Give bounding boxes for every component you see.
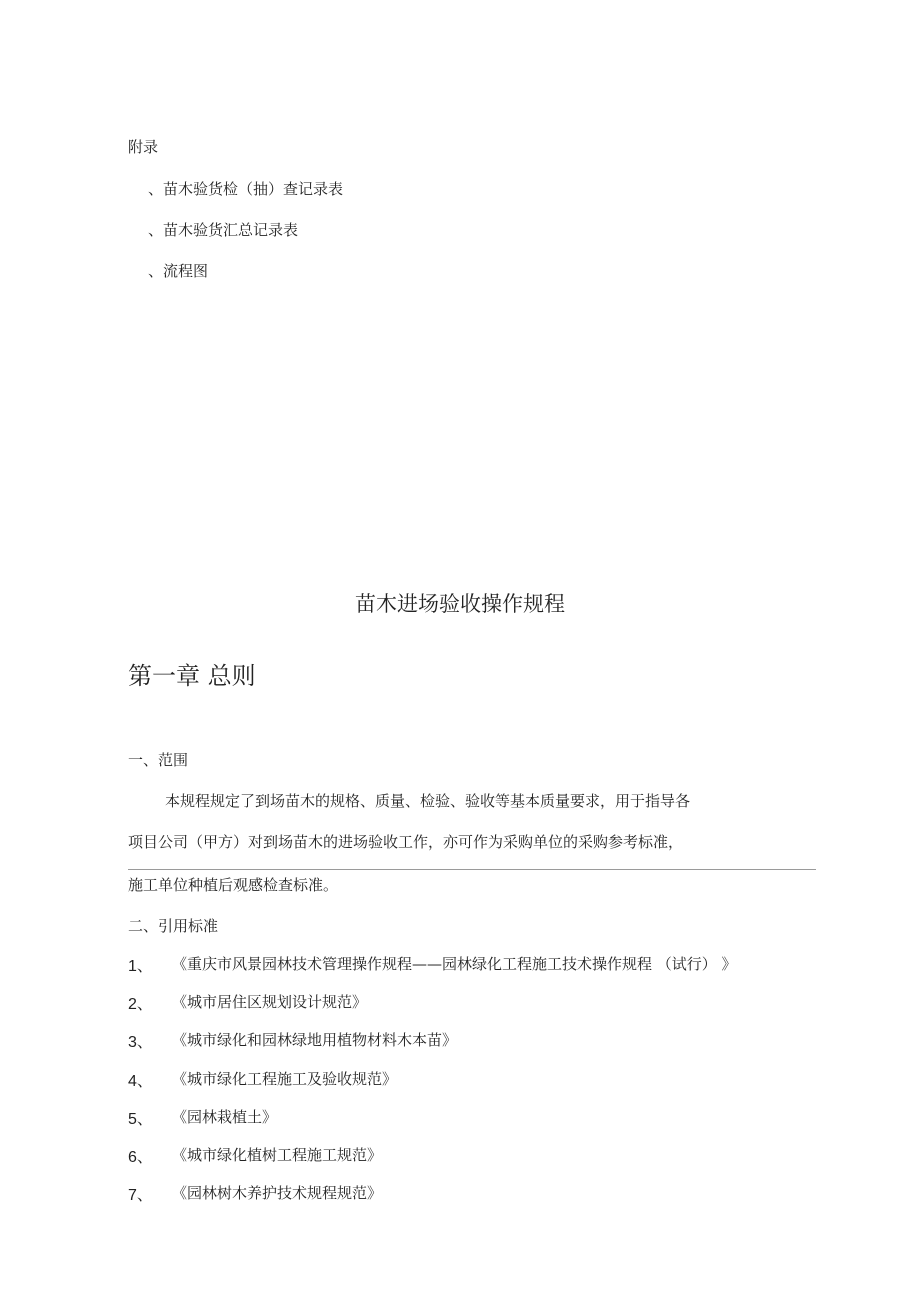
reference-title: 《园林树木养护技术规程规范》 xyxy=(172,1184,383,1202)
document-title: 苗木进场验收操作规程 xyxy=(355,592,565,616)
section-heading-references: 二、引用标准 xyxy=(128,917,219,935)
reference-title: 《城市绿化和园林绿地用植物材料木本苗》 xyxy=(172,1031,458,1049)
reference-number: 7、 xyxy=(128,1187,153,1204)
reference-number: 2、 xyxy=(128,996,153,1013)
appendix-item: 、流程图 xyxy=(148,262,209,280)
appendix-item: 、苗木验货检（抽）查记录表 xyxy=(148,180,344,198)
scope-paragraph-line-3: 施工单位种植后观感检查标准。 xyxy=(128,876,339,894)
reference-number: 5、 xyxy=(128,1111,153,1128)
reference-title: 《园林栽植土》 xyxy=(172,1108,278,1126)
appendix-title: 附录 xyxy=(128,138,159,156)
reference-number: 3、 xyxy=(128,1034,153,1051)
scope-paragraph-line-1: 本规程规定了到场苗木的规格、质量、检验、验收等基本质量要求，用于指导各 xyxy=(165,792,691,810)
scope-paragraph-line-2: 项目公司（甲方）对到场苗木的进场验收工作，亦可作为采购单位的采购参考标准， xyxy=(128,833,684,851)
section-heading-scope: 一、范围 xyxy=(128,751,189,769)
reference-title: 《城市居住区规划设计规范》 xyxy=(172,993,368,1011)
divider-line xyxy=(128,869,816,870)
reference-number: 4、 xyxy=(128,1073,153,1090)
appendix-item: 、苗木验货汇总记录表 xyxy=(148,221,299,239)
chapter-heading: 第一章 总则 xyxy=(128,662,256,690)
reference-title: 《重庆市风景园林技术管理操作规程——园林绿化工程施工技术操作规程 （试行） 》 xyxy=(172,955,737,973)
reference-title: 《城市绿化工程施工及验收规范》 xyxy=(172,1070,398,1088)
reference-number: 6、 xyxy=(128,1149,153,1166)
reference-number: 1、 xyxy=(128,958,153,975)
reference-title: 《城市绿化植树工程施工规范》 xyxy=(172,1146,383,1164)
